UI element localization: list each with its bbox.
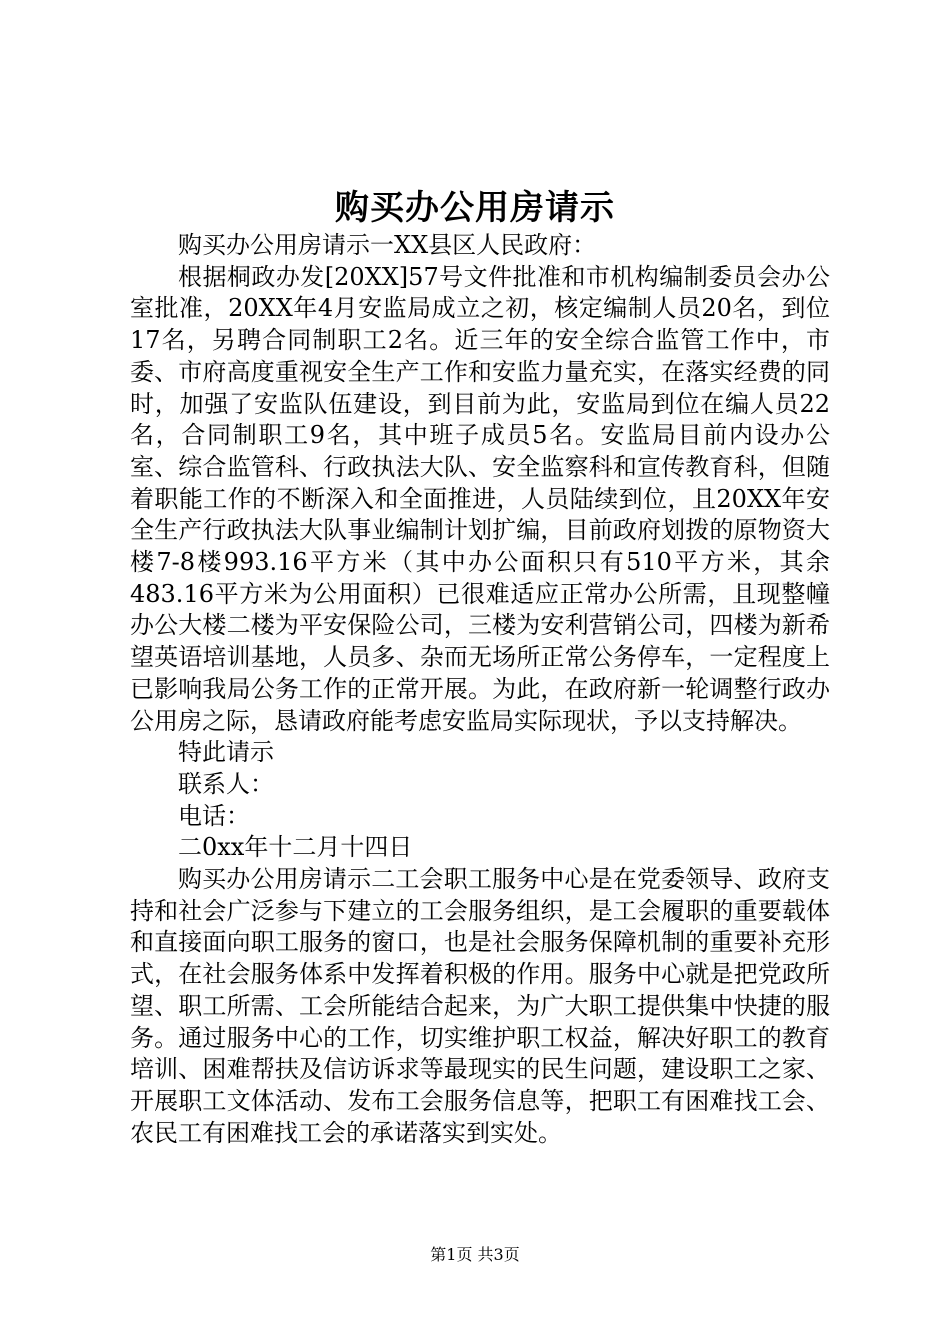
contact-line: 联系人： bbox=[178, 769, 274, 798]
closing-line: 特此请示 bbox=[178, 738, 274, 767]
date-line: 二0xx年十二月十四日 bbox=[178, 833, 413, 862]
paragraph-request-body: 根据桐政办发[20XX]57号文件批准和市机构编制委员会办公室批准，20XX年4月安监局成立之初，核定编制人员20名，到位17名，另聘合同制职工2名。近三年的安全综合监管工作中，市委、市府高度重视安全生产工作和安监力量充实，在落实经费的同时，加强了安监队伍建设，到目前为此，安监局到位在编人员22名，合同制职工9名，其中班子成员5名。安监局目前内设办公室、综合监管科、行政执法大队、安全监察科和宣传教育科，但随着职能工作的不断深入和全面推进，人员陆续到位，且20XX年安全生产行政执法大队事业编制计划扩编，目前政府划拨的原物资大楼7-8楼993.16平方米（其中办公面积只有510平方米，其余483.16平方米为公用面积）已很难适应正常办公所需，且现整幢办公大楼二楼为平安保险公司，三楼为安利营销公司，四楼为新希望英语培训基地，人员多、杂而无场所正常公务停车，一定程度上已影响我局公务工作的正常开展。为此，在政府新一轮调整行政办公用房之际，恳请政府能考虑安监局实际现状，予以支持解决。 bbox=[130, 262, 830, 735]
document-title: 购买办公用房请示 bbox=[335, 188, 615, 228]
document-body bbox=[130, 230, 830, 1149]
paragraph-salutation: 购买办公用房请示一XX县区人民政府： bbox=[178, 231, 597, 259]
page-number-footer: 第1页 共3页 bbox=[430, 1245, 520, 1264]
phone-line: 电话： bbox=[178, 801, 250, 830]
paragraph-second-request: 购买办公用房请示二工会职工服务中心是在党委领导、政府支持和社会广泛参与下建立的工会服务组织，是工会履职的重要载体和直接面向职工服务的窗口，也是社会服务保障机制的重要补充形式，在社会服务体系中发挥着积极的作用。服务中心就是把党政所望、职工所需、工会所能结合起来，为广大职工提供集中快捷的服务。通过服务中心的工作，切实维护职工权益，解决好职工的教育培训、困难帮扶及信访诉求等最现实的民生问题，建设职工之家、开展职工文体活动、发布工会服务信息等，把职工有困难找工会、农民工有困难找工会的承诺落实到实处。 bbox=[130, 865, 830, 1147]
